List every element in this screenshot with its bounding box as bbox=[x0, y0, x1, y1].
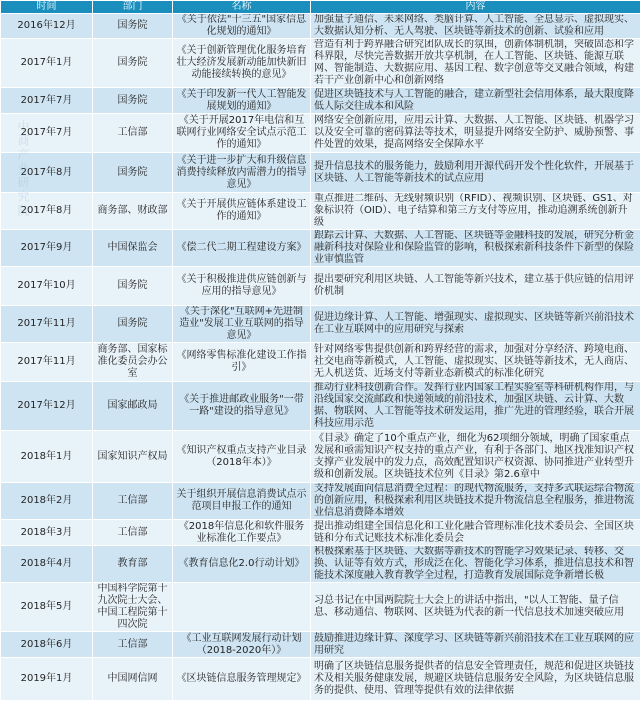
cell-department: 中国科学院第十九次院士大会、中国工程院第十四次院 bbox=[93, 583, 173, 632]
cell-department: 国务院 bbox=[93, 267, 173, 306]
cell-department: 国家邮政局 bbox=[93, 382, 173, 431]
cell-name: 《工业互联网发展行动计划（2018-2020年）》 bbox=[173, 632, 311, 658]
cell-time: 2016年12月 bbox=[1, 14, 93, 39]
header-time: 时间 bbox=[1, 1, 93, 14]
cell-time: 2019年1月 bbox=[1, 658, 93, 701]
cell-time: 2018年4月 bbox=[1, 546, 93, 583]
cell-content: 加强量子通信、未来网络、类脑计算、人工智能、全息显示、虚拟现实、大数据认知分析、无人驾驶、区块链等新技术的创新、试验和应用 bbox=[311, 14, 640, 39]
cell-name: 《网络零售标准化建设工作指引》 bbox=[173, 343, 311, 382]
cell-name: 《偿二代二期工程建设方案》 bbox=[173, 230, 311, 267]
table-row bbox=[1, 343, 640, 382]
cell-department: 国务院 bbox=[93, 88, 173, 114]
cell-department: 国务院 bbox=[93, 14, 173, 39]
cell-content: 习总书记在中国两院院士大会上的讲话中指出，"以人工智能、量子信息、移动通信、物联网、区块链为代表的新一代信息技术加速突破应用 bbox=[311, 583, 640, 632]
cell-content: 提出推动组建全国信息化和工业化融合管理标准化技术委员会、全国区块链和分布式记账技术标准化委员会 bbox=[311, 520, 640, 546]
cell-department: 教育部 bbox=[93, 546, 173, 583]
table-row bbox=[1, 230, 640, 267]
table-row bbox=[1, 658, 640, 701]
cell-time: 2017年10月 bbox=[1, 267, 93, 306]
cell-name: 《关于印发新一代人工智能发展规划的通知》 bbox=[173, 88, 311, 114]
cell-time: 2018年5月 bbox=[1, 583, 93, 632]
cell-name: 《关于深化"互联网+先进制造业"发展工业互联网的指导意见》 bbox=[173, 306, 311, 343]
cell-name: 《关于开展2017年电信和互联网行业网络安全试点示范工作的通知》 bbox=[173, 114, 311, 153]
table-row bbox=[1, 193, 640, 230]
table-row bbox=[1, 14, 640, 39]
cell-name: 《关于积极推进供应链创新与应用的指导意见》 bbox=[173, 267, 311, 306]
table-row bbox=[1, 632, 640, 658]
table-row bbox=[1, 431, 640, 483]
table-header-row bbox=[1, 1, 640, 14]
cell-department: 工信部 bbox=[93, 520, 173, 546]
cell-time: 2017年8月 bbox=[1, 153, 93, 193]
cell-content: 促进边缘计算、人工智能、增强现实、虚拟现实、区块链等新兴前沿技术在工业互联网中的应用研究与探索 bbox=[311, 306, 640, 343]
cell-name: 关于组织开展信息消费试点示范项目申报工作的通知 bbox=[173, 483, 311, 520]
cell-name: 《关于推进邮政业服务"一带一路"建设的指导意见》 bbox=[173, 382, 311, 431]
cell-name: 《区块链信息服务管理规定》 bbox=[173, 658, 311, 701]
cell-name: 《知识产权重点支持产业目录（2018年本）》 bbox=[173, 431, 311, 483]
table-row bbox=[1, 546, 640, 583]
cell-time: 2017年11月 bbox=[1, 306, 93, 343]
table-row bbox=[1, 520, 640, 546]
cell-department: 国务院 bbox=[93, 39, 173, 88]
cell-department: 商务部、财政部 bbox=[93, 193, 173, 230]
cell-name: 《关于依法"十三五"国家信息化规划的通知》 bbox=[173, 14, 311, 39]
cell-content: 积极探索基于区块链、大数据等新技术的智能学习效果记录、转移、交换、认证等有效方式，形成泛在化、智能化学习体系，推进信息技术和智能技术深度融入教育教学全过程，打造教育发展国际竞争新增长极 bbox=[311, 546, 640, 583]
table-row bbox=[1, 583, 640, 632]
cell-content: 重点推进二维码、无线射频识别（RFID）、视频识别、区块链、GS1、对象标识符（OID）、电子结算和第三方支付等应用，推动追溯系统创新升级 bbox=[311, 193, 640, 230]
cell-department: 工信部 bbox=[93, 632, 173, 658]
cell-content: 促进区块链技术与人工智能的融合，建立新型社会信用体系，最大限度降低人际交往成本和风险 bbox=[311, 88, 640, 114]
table-row bbox=[1, 306, 640, 343]
table-row bbox=[1, 267, 640, 306]
cell-department: 国家知识产权局 bbox=[93, 431, 173, 483]
cell-content: 提出要研究利用区块链、人工智能等新兴技术，建立基于供应链的信用评价机制 bbox=[311, 267, 640, 306]
header-department: 部门 bbox=[93, 1, 173, 14]
cell-content: 网络安全创新应用，应用云计算、大数据、人工智能、区块链、机器学习以及安全可靠的密码算法等技术，明显提升网络安全防护、威胁预警、事件处置的效果，提高网络安全保障水平 bbox=[311, 114, 640, 153]
cell-content: 营造有利于跨界融合研究团队成长的氛围，创新体制机制，突破固态和学科界限，尽快完善数据开放共享机制，在人工智能、区块链、能源互联网、智能制造、大数据应用、基因工程、数字创意等交叉融合领域，构建若干产业创新中心和创新网络 bbox=[311, 39, 640, 88]
table-row bbox=[1, 153, 640, 193]
cell-time: 2017年7月 bbox=[1, 114, 93, 153]
cell-time: 2017年8月 bbox=[1, 193, 93, 230]
header-name: 名称 bbox=[173, 1, 311, 14]
cell-name: 《关于创新管理优化服务培育壮大经济发展新动能加快新旧动能接续转换的意见》 bbox=[173, 39, 311, 88]
table-row bbox=[1, 114, 640, 153]
cell-time: 2018年2月 bbox=[1, 483, 93, 520]
cell-department: 中国保监会 bbox=[93, 230, 173, 267]
cell-time: 2017年1月 bbox=[1, 39, 93, 88]
cell-department: 商务部、国家标准化委员会办公室 bbox=[93, 343, 173, 382]
cell-time: 2018年1月 bbox=[1, 431, 93, 483]
cell-department: 工信部 bbox=[93, 114, 173, 153]
cell-content: 针对网络零售提供创新和跨界经营的需求，加强对分享经济、跨境电商、社交电商等新模式，人工智能、虚拟现实、区块链等新技术，无人商店、无人机送货、近场支付等新业态新模式的标准化研究 bbox=[311, 343, 640, 382]
cell-content: 支持发展面向信息消费全过程：的现代物流服务，支持多式联运综合物流的创新应用，积极探索利用区块链技术提升物流信息全程服务，推进物流业信息消费降本增效 bbox=[311, 483, 640, 520]
cell-department: 中国网信网 bbox=[93, 658, 173, 701]
cell-department: 国务院 bbox=[93, 306, 173, 343]
table-row bbox=[1, 39, 640, 88]
cell-name: 《教育信息化2.0行动计划》 bbox=[173, 546, 311, 583]
cell-content: 跟踪云计算、大数据、人工智能、区块链等金融科技的发展，研究分析金融新科技对保险业和保险监管的影响，积极探索新科技条件下新型的保险业审慎监管 bbox=[311, 230, 640, 267]
cell-content: 提升信息技术的服务能力，鼓励利用开源代码开发个性化软件，开展基于区块链、人工智能等新技术的试点应用 bbox=[311, 153, 640, 193]
cell-name: 《2018年信息化和软件服务业标准化工作要点》 bbox=[173, 520, 311, 546]
cell-content: 推动行业科技创新合作。发挥行业内国家工程实验室等科研机构作用，与沿线国家交流邮政和快递领域的前沿技术，加强区块链、云计算、大数据、物联网、人工智能等技术研发运用，推广先进的管理经验，联合开展科技应用示范 bbox=[311, 382, 640, 431]
table-row bbox=[1, 88, 640, 114]
cell-time: 2017年7月 bbox=[1, 88, 93, 114]
cell-name: 《关于进一步扩大和升级信息消费持续释放内需潜力的指导意见》 bbox=[173, 153, 311, 193]
cell-time: 2018年6月 bbox=[1, 632, 93, 658]
cell-time: 2017年11月 bbox=[1, 343, 93, 382]
cell-content: 《目录》确定了10个重点产业，细化为62项细分领域，明确了国家重点发展和亟需知识产权支持的重点产业，有利于各部门、地区找准知识产权支撑产业发展中的发力点，高效配置知识产权资源、协同推进产业转型升级和创新发展。区块链技术位列《目录》第2.6章中 bbox=[311, 431, 640, 483]
cell-content: 明确了区块链信息服务提供者的信息安全管理责任，规范和促进区块链技术及相关服务健康发展，规避区块链信息服务安全风险，为区块链信息服务的提供、使用、管理等提供有效的法律依据 bbox=[311, 658, 640, 701]
cell-time: 2017年12月 bbox=[1, 382, 93, 431]
cell-name: 《关于开展供应链体系建设工作的通知》 bbox=[173, 193, 311, 230]
watermark: 中商产业研究院 bbox=[2, 120, 32, 680]
cell-name bbox=[173, 583, 311, 632]
cell-content: 鼓励推进边缘计算、深度学习、区块链等新兴前沿技术在工业互联网的应用研究 bbox=[311, 632, 640, 658]
header-content: 内容 bbox=[311, 1, 640, 14]
cell-department: 国务院 bbox=[93, 153, 173, 193]
cell-time: 2017年9月 bbox=[1, 230, 93, 267]
cell-department: 工信部 bbox=[93, 483, 173, 520]
table-row bbox=[1, 382, 640, 431]
cell-time: 2018年3月 bbox=[1, 520, 93, 546]
table-row bbox=[1, 483, 640, 520]
